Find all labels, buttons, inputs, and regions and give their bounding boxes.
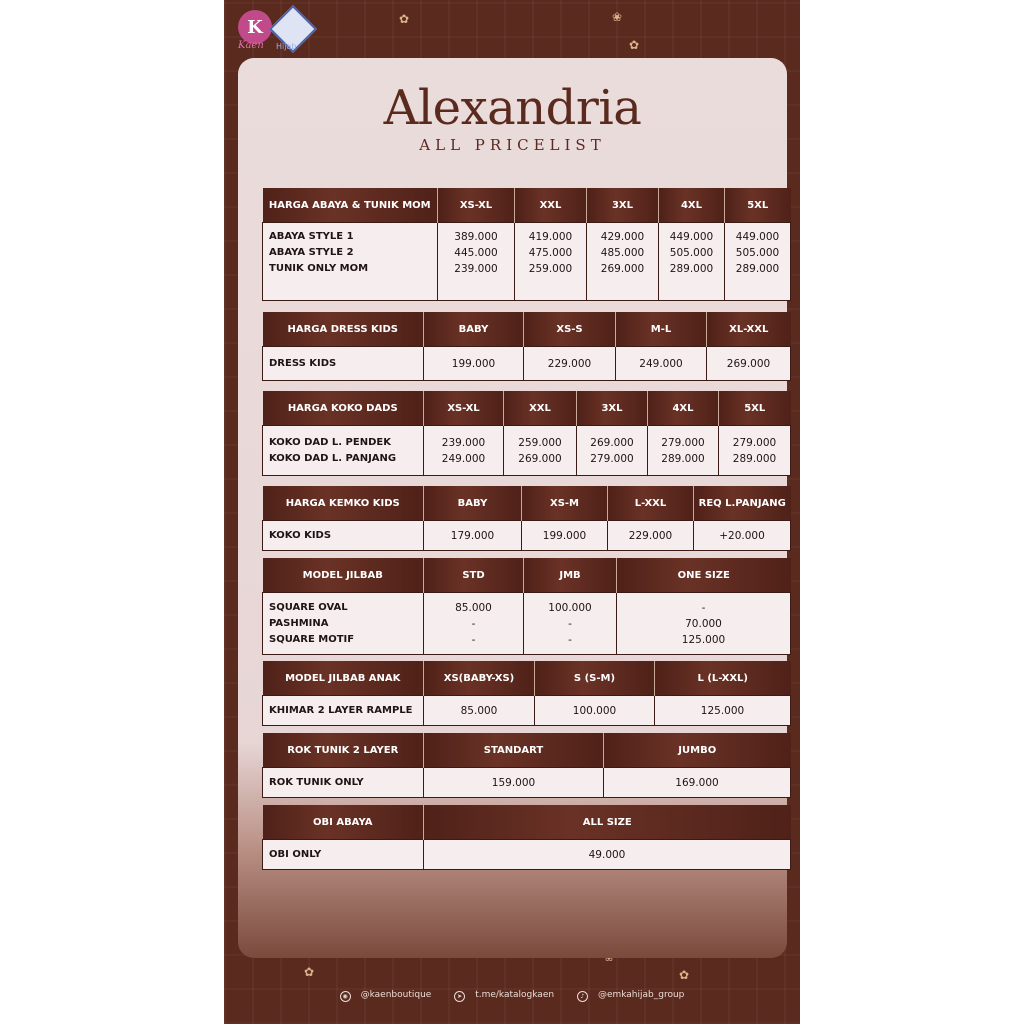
price-cell [577,426,648,476]
flower-icon: ✿ [679,968,690,982]
row-label: ROK TUNIK ONLY [263,768,424,798]
price-value: 505.000 [669,247,714,259]
table-header-row [263,486,791,521]
flower-icon: ✿ [399,12,410,26]
header-cell: 3XL [587,188,659,223]
price-value: 289.000 [661,452,705,465]
header-cell: XL-XXL [707,312,791,347]
emka-logo-text: Hijab [276,42,297,51]
flower-icon: ✿ [629,38,640,52]
price-cell [648,426,719,476]
header-cell: BABY [424,486,522,521]
header-cell: ALL SIZE [424,805,791,840]
price-value: 159.000 [424,768,604,798]
price-cell [504,426,577,476]
footer-social [224,990,800,1002]
row-label: KOKO DAD L. PENDEK [269,436,391,448]
telegram-icon: ➤ [454,991,465,1002]
table-kemko-kids [262,486,791,551]
price-value: 449.000 [735,231,780,243]
price-value: 269.000 [707,347,791,381]
header-cell: XS-S [524,312,616,347]
price-value: 85.000 [424,696,535,726]
price-value: +20.000 [694,521,791,551]
header-cell: M-L [616,312,707,347]
table-dress-kids [262,312,791,381]
table-row [263,840,791,870]
table-abaya-tunik-mom [262,188,791,301]
header-cell: HARGA KOKO DADS [263,391,424,426]
kaen-logo-text: Kaen [238,40,264,51]
row-label: OBI ONLY [263,840,424,870]
tiktok-handle: @emkahijab_group [597,990,685,1000]
header-cell: STANDART [424,733,604,768]
price-value: 475.000 [528,247,573,259]
pricelist-panel [238,58,787,958]
header-cell: XS-XL [424,391,504,426]
table-row [263,426,791,476]
price-value: 419.000 [528,231,573,243]
flower-icon: ✿ [304,965,315,979]
price-cell [424,426,504,476]
header-cell: HARGA ABAYA & TUNIK MOM [263,188,438,223]
price-value: 289.000 [732,452,777,465]
price-value: 279.000 [661,436,705,449]
price-value: 100.000 [535,696,655,726]
price-value: 229.000 [524,347,616,381]
price-cell [617,593,791,655]
header-cell: L-XXL [608,486,694,521]
label-cell [263,426,424,476]
table-header-row [263,558,791,593]
header-cell: STD [424,558,524,593]
table-row [263,347,791,381]
row-label: KOKO KIDS [263,521,424,551]
price-cell [438,223,515,301]
table-header-row [263,733,791,768]
row-label: SQUARE OVAL [269,601,348,613]
table-model-jilbab-anak [262,661,791,726]
price-value: 100.000 [548,601,592,614]
table-row [263,593,791,655]
price-value: 389.000 [454,231,498,243]
price-value: 125.000 [655,696,791,726]
header-cell: XS-M [522,486,608,521]
header-cell: L (L-XXL) [655,661,791,696]
header-cell: XS-XL [438,188,515,223]
header-cell: HARGA KEMKO KIDS [263,486,424,521]
price-value: - [568,633,572,646]
price-value: 445.000 [454,247,498,259]
price-value: 279.000 [732,436,777,449]
price-value: 259.000 [528,263,573,275]
row-label: TUNIK ONLY MOM [269,263,369,274]
label-cell [263,223,438,301]
table-header-row [263,805,791,840]
header-cell: BABY [424,312,524,347]
row-label: ABAYA STYLE 2 [269,247,354,258]
page-subtitle: ALL PRICELIST [419,136,606,154]
price-cell [587,223,659,301]
price-value: 289.000 [669,263,714,275]
header-cell: XS(BABY-XS) [424,661,535,696]
table-row [263,696,791,726]
table-row [263,768,791,798]
price-value: 199.000 [522,521,608,551]
kaen-logo-icon: K [238,10,272,44]
price-value: - [471,617,476,630]
table-header-row [263,188,791,223]
telegram-handle: t.me/katalogkaen [475,990,555,1000]
page-title: Alexandria [383,80,642,136]
price-value: 179.000 [424,521,522,551]
price-cell [424,593,524,655]
header-cell: 3XL [577,391,648,426]
label-cell [263,593,424,655]
header-cell: XXL [515,188,587,223]
header-cell: 4XL [648,391,719,426]
table-rok-tunik [262,733,791,798]
price-value: 70.000 [685,617,722,630]
instagram-link[interactable] [335,990,437,1000]
header-cell: S (S-M) [535,661,655,696]
pricelist-poster [224,0,800,1024]
header-cell: JUMBO [604,733,791,768]
header-cell: MODEL JILBAB ANAK [263,661,424,696]
row-label: KOKO DAD L. PANJANG [269,452,397,464]
price-cell [515,223,587,301]
table-header-row [263,661,791,696]
price-value: 249.000 [616,347,707,381]
row-label: KHIMAR 2 LAYER RAMPLE [263,696,424,726]
row-label: DRESS KIDS [263,347,424,381]
header-cell: MODEL JILBAB [263,558,424,593]
price-cell [719,426,791,476]
header-cell: HARGA DRESS KIDS [263,312,424,347]
header-cell: ROK TUNIK 2 LAYER [263,733,424,768]
instagram-handle: @kaenboutique [360,990,432,1000]
header-cell: XXL [504,391,577,426]
price-cell [659,223,725,301]
price-value: 269.000 [590,436,634,449]
header-cell: OBI ABAYA [263,805,424,840]
header-cell: 5XL [725,188,791,223]
price-cell [725,223,791,301]
price-value: 125.000 [681,633,726,646]
price-value: 239.000 [441,436,486,449]
price-value: - [701,601,706,614]
tiktok-link[interactable] [572,990,689,1000]
table-model-jilbab [262,558,791,655]
price-value: 279.000 [590,452,634,465]
tiktok-icon: ♪ [577,991,588,1002]
price-value: 449.000 [669,231,714,243]
header-cell: ONE SIZE [617,558,791,593]
header-cell: JMB [524,558,617,593]
price-value: 249.000 [441,452,486,465]
flower-icon: ❀ [612,10,623,24]
price-value: - [471,633,476,646]
price-value: 229.000 [608,521,694,551]
table-obi-abaya [262,805,791,870]
price-cell [524,593,617,655]
table-koko-dads [262,391,791,476]
price-value: 505.000 [735,247,780,259]
table-header-row [263,312,791,347]
price-value: 85.000 [455,601,492,614]
price-value: 485.000 [600,247,645,259]
table-row [263,223,791,301]
header-cell: 4XL [659,188,725,223]
row-label: PASHMINA [269,617,329,629]
row-label: ABAYA STYLE 1 [269,231,354,242]
price-value: 199.000 [424,347,524,381]
price-value: 169.000 [604,768,791,798]
table-header-row [263,391,791,426]
price-value: - [568,617,572,630]
price-value: 269.000 [600,263,645,275]
price-value: 49.000 [424,840,791,870]
telegram-link[interactable] [449,990,559,1000]
table-row [263,521,791,551]
header-cell: REQ L.PANJANG [694,486,791,521]
header-cell: 5XL [719,391,791,426]
price-value: 429.000 [600,231,645,243]
instagram-icon: ◉ [340,991,351,1002]
price-value: 259.000 [518,436,562,449]
price-value: 269.000 [518,452,562,465]
price-value: 289.000 [735,263,780,275]
row-label: SQUARE MOTIF [269,633,355,645]
price-value: 239.000 [454,263,498,275]
